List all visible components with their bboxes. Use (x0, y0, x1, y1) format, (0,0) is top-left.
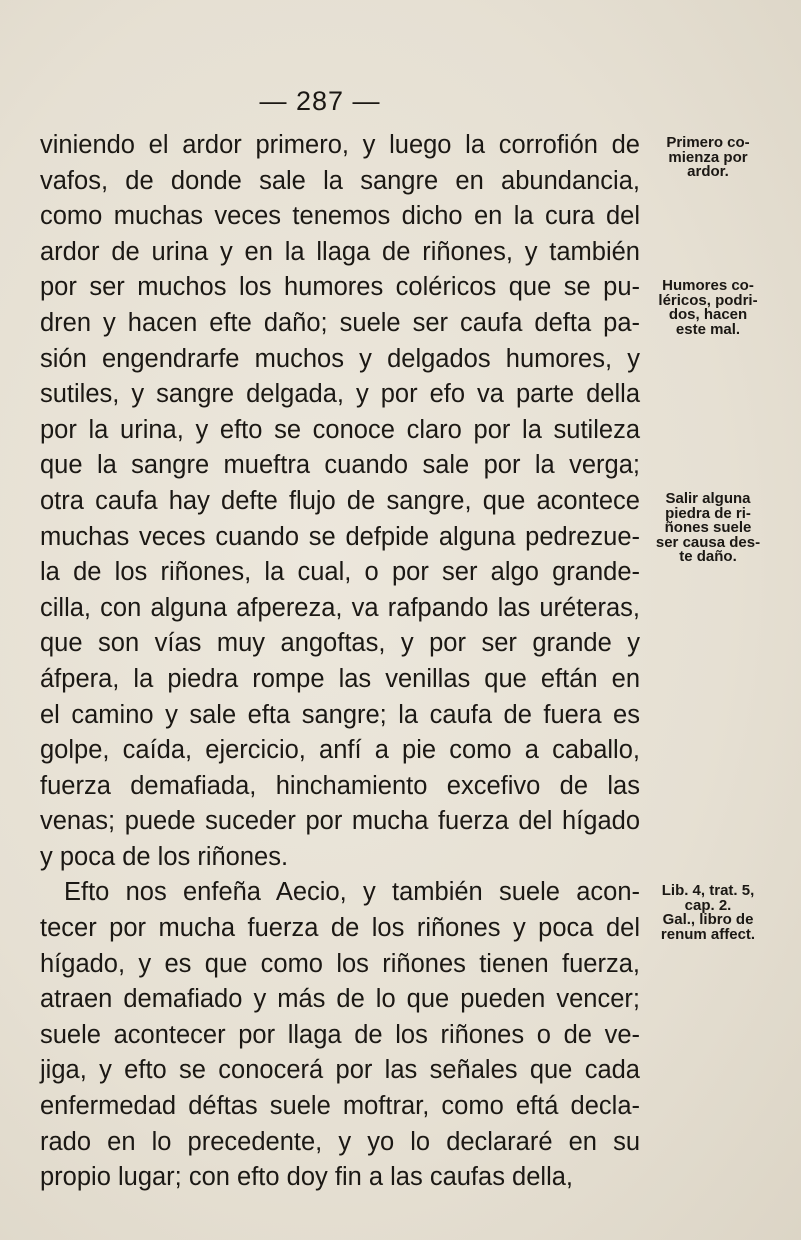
margin-note-line: renum affect. (660, 925, 756, 943)
margin-note-line: ñones suele (664, 519, 752, 536)
margin-note-line: te daño. (679, 548, 737, 565)
text-line: ardor de urina y en la llaga de riñones, y también (40, 237, 640, 266)
text-line: atraen demafiado y más de lo que pueden vencer; (40, 985, 640, 1014)
margin-note-line: dos, hacen (668, 306, 748, 323)
text-line: tecer por mucha fuerza de los riñones y poca del (40, 914, 640, 943)
text-line: muchas veces cuando se defpide alguna pedrezue- (40, 522, 640, 551)
text-line: dren y hacen efte daño; suele ser caufa defta pa- (40, 308, 640, 337)
text-line: y poca de los riñones. (40, 842, 289, 871)
text-line: suele acontecer por llaga de los riñones o de ve- (40, 1020, 640, 1049)
text-line: Efto nos enfeña Aecio, y también suele acon- (64, 878, 640, 907)
text-line: enfermedad déftas suele moftrar, como eftá decla- (40, 1092, 640, 1121)
text-line: vafos, de donde sale la sangre en abundancia, (40, 166, 640, 195)
text-line: sutiles, y sangre delgada, y por efo va parte della (40, 380, 640, 409)
margin-note (648, 136, 768, 180)
text-line: fuerza demafiada, hinchamiento excefivo de las (40, 771, 640, 800)
margin-note-line: léricos, podri- (658, 291, 758, 309)
page-number: — 287 — (259, 86, 381, 116)
text-line: venas; puede suceder por mucha fuerza del hígado (40, 807, 640, 836)
margin-note-line: este mal. (675, 320, 741, 338)
text-line: como muchas veces tenemos dicho en la cura del (40, 202, 640, 231)
text-line: la de los riñones, la cual, o por ser algo grande- (40, 558, 640, 587)
body-text (40, 128, 640, 1196)
text-line: el camino y sale efta sangre; la caufa de fuera es (40, 700, 640, 729)
text-line: viniendo el ardor primero, y luego la corrofión de (40, 131, 640, 159)
text-line: cilla, con alguna afpereza, va rafpando las uréteras, (40, 593, 640, 622)
margin-note-line: mienza por (668, 148, 748, 166)
text-line: rado en lo precedente, y yo lo declararé en su (40, 1127, 640, 1156)
margin-note-line: Primero co- (666, 134, 750, 151)
text-line: sión engendrarfe muchos y delgados humores, y (40, 344, 640, 373)
margin-note-line: cap. 2. (684, 896, 732, 914)
text-line: por la urina, y efto se conoce claro por la sutileza (40, 415, 640, 444)
text-line: propio lugar; con efto doy fin a las caufas della, (40, 1163, 573, 1192)
margin-note-line: Gal., libro de (662, 911, 754, 928)
text-line: que la sangre mueftra cuando sale por la verga; (40, 451, 640, 480)
margin-note-line: ser causa des- (655, 533, 761, 551)
text-line: por ser muchos los humores coléricos que se pu- (40, 273, 640, 302)
text-line: golpe, caída, ejercicio, anfí a pie como a caballo, (40, 736, 640, 765)
margin-note-line: Lib. 4, trat. 5, (661, 882, 755, 899)
margin-note (648, 884, 768, 942)
margin-note-line: Salir alguna (665, 490, 751, 507)
text-line: otra caufa hay defte flujo de sangre, que acontece (40, 486, 640, 515)
text-line: que son vías muy angoftas, y por ser grande y (40, 629, 640, 658)
margin-note (648, 279, 768, 337)
margin-note (648, 492, 768, 565)
margin-note-line: ardor. (687, 163, 729, 180)
text-line: hígado, y es que como los riñones tienen fuerza, (40, 949, 640, 978)
text-line: áfpera, la piedra rompe las venillas que eftán en (40, 664, 640, 693)
margin-note-line: piedra de ri- (665, 504, 751, 522)
margin-note-line: Humores co- (662, 277, 754, 294)
text-line: jiga, y efto se conocerá por las señales que cada (40, 1056, 640, 1085)
